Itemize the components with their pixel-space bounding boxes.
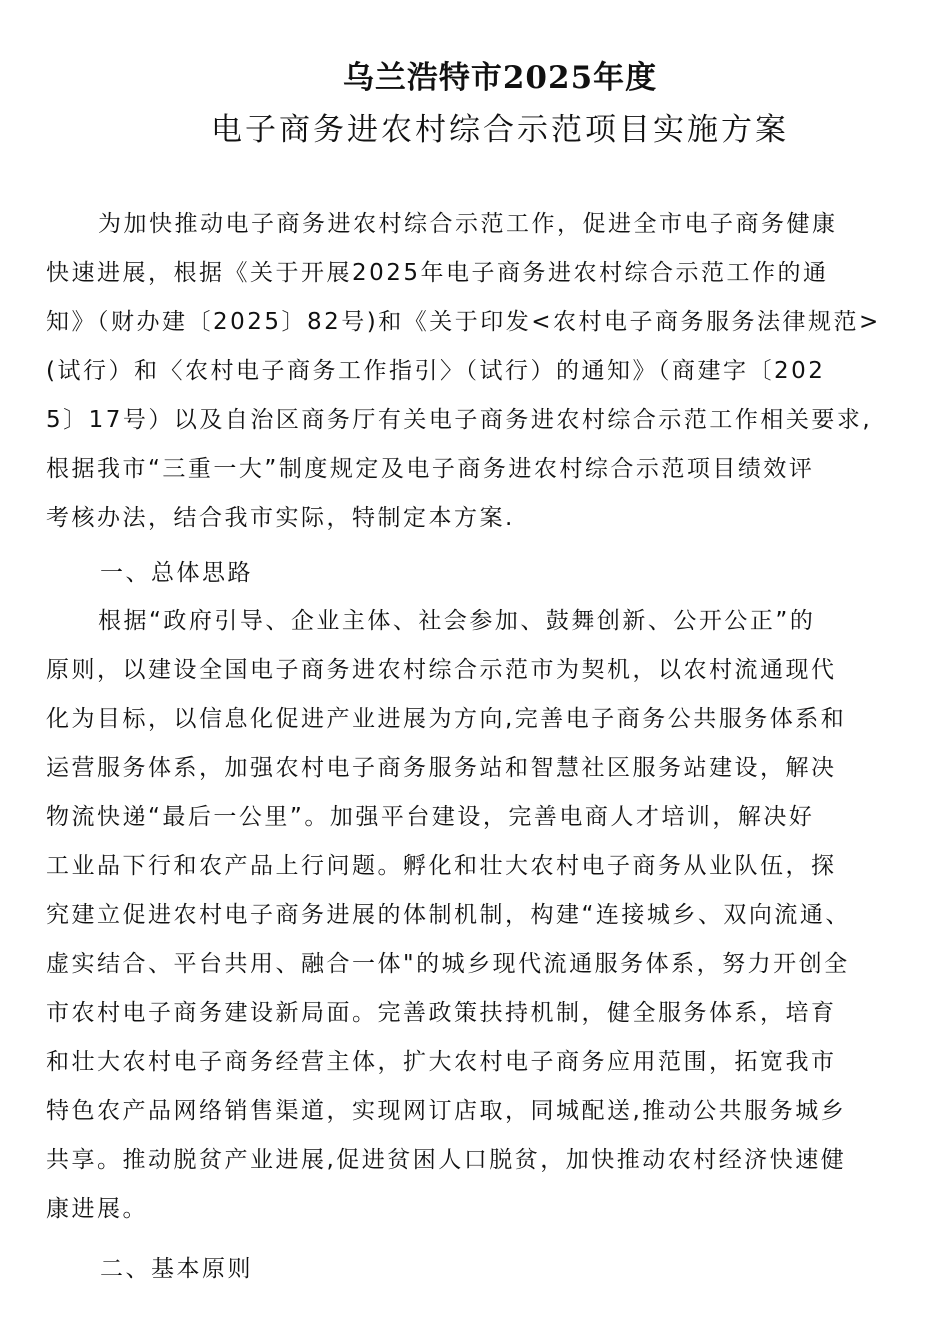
paragraph-line: 市农村电子商务建设新局面。完善政策扶持机制，健全服务体系，培育	[46, 1000, 837, 1026]
document-title: 乌兰浩特市2025年度	[342, 60, 658, 96]
paragraph-line: 原则，以建设全国电子商务进农村综合示范市为契机，以农村流通现代	[46, 657, 837, 683]
paragraph-line: 运营服务体系，加强农村电子商务服务站和智慧社区服务站建设，解决	[46, 755, 837, 781]
paragraph-line: 根据“政府引导、企业主体、社会参加、鼓舞创新、公开公正”的	[98, 608, 816, 634]
paragraph-intro	[46, 200, 908, 543]
section-heading-1: 一、总体思路	[100, 560, 253, 586]
paragraph-line: 为加快推动电子商务进农村综合示范工作，促进全市电子商务健康	[98, 211, 838, 237]
paragraph-line: 5〕17号）以及自治区商务厅有关电子商务进农村综合示范工作相关要求,	[46, 407, 873, 433]
paragraph-line: 究建立促进农村电子商务进展的体制机制，构建“连接城乡、双向流通、	[46, 902, 851, 928]
paragraph-line: 考核办法，结合我市实际，特制定本方案.	[46, 505, 515, 531]
paragraph-line: 工业品下行和农产品上行问题。孵化和壮大农村电子商务从业队伍，探	[46, 853, 837, 879]
section-heading-2: 二、基本原则	[100, 1256, 253, 1282]
paragraph-line: (试行）和〈农村电子商务工作指引〉（试行）的通知》（商建字〔202	[46, 358, 826, 384]
paragraph-line: 特色农产品网络销售渠道，实现网订店取，同城配送,推动公共服务城乡	[46, 1098, 847, 1124]
paragraph-line: 康进展。	[46, 1196, 148, 1222]
paragraph-line: 虚实结合、平台共用、融合一体"的城乡现代流通服务体系，努力开创全	[46, 951, 850, 977]
paragraph-line: 快速进展，根据《关于开展2025年电子商务进农村综合示范工作的通	[46, 260, 829, 286]
paragraph-overall-approach	[46, 597, 908, 1234]
paragraph-line: 知》（财办建〔2025〕82号)和《关于印发<农村电子商务服务法律规范>	[46, 309, 881, 335]
document-subtitle: 电子商务进农村综合示范项目实施方案	[211, 112, 789, 148]
paragraph-line: 根据我市“三重一大”制度规定及电子商务进农村综合示范项目绩效评	[46, 456, 815, 482]
paragraph-line: 共享。推动脱贫产业进展,促进贫困人口脱贫，加快推动农村经济快速健	[46, 1147, 847, 1173]
paragraph-line: 物流快递“最后一公里”。加强平台建设，完善电商人才培训，解决好	[46, 804, 815, 830]
paragraph-line: 化为目标，以信息化促进产业进展为方向,完善电子商务公共服务体系和	[46, 706, 847, 732]
paragraph-line: 和壮大农村电子商务经营主体，扩大农村电子商务应用范围，拓宽我市	[46, 1049, 837, 1075]
